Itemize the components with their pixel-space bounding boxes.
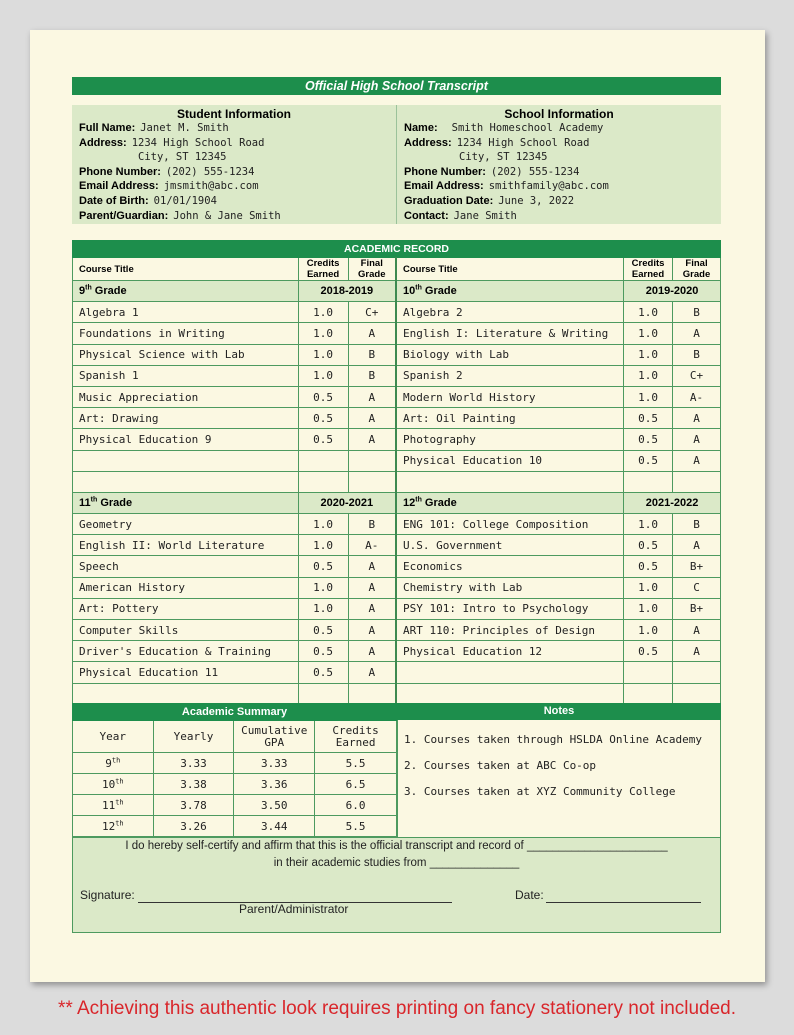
course-row	[73, 323, 721, 344]
course-title: Modern World History	[396, 386, 624, 407]
credits-earned: 1.0	[624, 514, 673, 535]
course-title: Economics	[396, 556, 624, 577]
academic-summary-table	[72, 703, 397, 837]
dob-label: Date of Birth:	[79, 194, 149, 207]
credits-earned: 1.0	[298, 323, 348, 344]
course-title	[396, 471, 624, 492]
final-grade: C	[673, 577, 721, 598]
course-row	[73, 598, 721, 619]
address-line2: City, ST 12345	[138, 151, 227, 164]
course-title	[73, 683, 299, 704]
credits-earned: 0.5	[298, 429, 348, 450]
final-grade: A	[673, 408, 721, 429]
grade-10-years: 2019-2020	[624, 281, 721, 302]
course-title: Speech	[73, 556, 299, 577]
email-value: jmsmith@abc.com	[163, 180, 259, 193]
course-title-header: Course Title	[73, 258, 299, 281]
final-grade: A	[673, 641, 721, 662]
phone-value: (202) 555-1234	[165, 165, 255, 178]
signature-label: Signature:	[80, 888, 135, 902]
transcript-title: Official High School Transcript	[72, 77, 721, 95]
academic-summary-heading: Academic Summary	[73, 704, 397, 721]
credits-earned: 1.0	[298, 577, 348, 598]
credits-earned: 1.0	[298, 598, 348, 619]
grade-11-years: 2020-2021	[298, 492, 396, 513]
final-grade: B	[673, 302, 721, 323]
final-grade: A	[348, 662, 396, 683]
course-title: Computer Skills	[73, 620, 299, 641]
credits-earned: 0.5	[624, 450, 673, 471]
credits-earned: 0.5	[298, 641, 348, 662]
summary-yearly-gpa: 3.38	[153, 774, 234, 795]
credits-earned: 1.0	[624, 365, 673, 386]
summary-year-header: Year	[73, 721, 154, 753]
graduation-label: Graduation Date:	[404, 194, 494, 207]
course-row	[73, 365, 721, 386]
final-grade: C+	[673, 365, 721, 386]
course-row	[73, 514, 721, 535]
grade-12-label: 12th Grade	[396, 492, 624, 513]
credits-earned: 1.0	[298, 344, 348, 365]
course-title	[73, 450, 299, 471]
final-grade: B	[348, 514, 396, 535]
course-title: ENG 101: College Composition	[396, 514, 624, 535]
final-grade: A	[348, 620, 396, 641]
summary-yearly-gpa: 3.26	[153, 816, 234, 837]
course-row	[73, 302, 721, 323]
final-grade	[673, 471, 721, 492]
grade-12-years: 2021-2022	[624, 492, 721, 513]
summary-credits: 6.5	[315, 774, 397, 795]
school-phone-value: (202) 555-1234	[490, 165, 580, 178]
summary-yearly-gpa: 3.33	[153, 753, 234, 774]
school-address-line1: 1234 High School Road	[456, 136, 590, 149]
course-row	[73, 577, 721, 598]
course-title: Algebra 1	[73, 302, 299, 323]
course-title: ART 110: Principles of Design	[396, 620, 624, 641]
credits-earned: 1.0	[624, 598, 673, 619]
summary-row	[73, 795, 397, 816]
academic-record-table	[72, 240, 721, 705]
final-grade	[348, 471, 396, 492]
course-row	[73, 429, 721, 450]
final-grade: A-	[348, 535, 396, 556]
credits-earned: 0.5	[298, 556, 348, 577]
contact-value: Jane Smith	[453, 209, 517, 222]
credits-earned: 1.0	[624, 323, 673, 344]
credits-earned: 1.0	[298, 535, 348, 556]
credits-earned	[298, 450, 348, 471]
student-info-panel	[72, 105, 396, 224]
date-line[interactable]	[546, 902, 701, 903]
final-grade: A	[673, 620, 721, 641]
final-grade: A	[348, 598, 396, 619]
course-title: PSY 101: Intro to Psychology	[396, 598, 624, 619]
course-title: Photography	[396, 429, 624, 450]
course-title: American History	[73, 577, 299, 598]
final-grade: B	[673, 514, 721, 535]
credits-earned: 0.5	[298, 386, 348, 407]
full-name-label: Full Name:	[79, 122, 136, 134]
grade-9-years: 2018-2019	[298, 281, 396, 302]
credits-earned: 0.5	[624, 429, 673, 450]
course-row	[73, 556, 721, 577]
final-grade: A	[348, 386, 396, 407]
course-row	[73, 535, 721, 556]
course-title: Spanish 2	[396, 365, 624, 386]
credits-earned: 0.5	[298, 662, 348, 683]
course-title: Biology with Lab	[396, 344, 624, 365]
note-item: 3. Courses taken at XYZ Community College	[404, 785, 676, 798]
summary-cumulative-gpa: 3.36	[234, 774, 315, 795]
course-row	[73, 620, 721, 641]
course-title: U.S. Government	[396, 535, 624, 556]
final-grade: A-	[673, 386, 721, 407]
credits-earned	[624, 471, 673, 492]
graduation-value: June 3, 2022	[498, 194, 575, 207]
grade-9-label: 9th Grade	[73, 281, 299, 302]
contact-label: Contact:	[404, 209, 449, 222]
final-grade: B+	[673, 556, 721, 577]
disclaimer-text: ** Achieving this authentic look requires printing on fancy stationery not included.	[57, 998, 737, 1019]
final-grade: A	[348, 641, 396, 662]
course-title: Chemistry with Lab	[396, 577, 624, 598]
credits-earned-header: Credits Earned	[624, 258, 673, 281]
summary-row	[73, 753, 397, 774]
course-title: English II: World Literature	[73, 535, 299, 556]
address-label: Address:	[79, 136, 127, 149]
credits-earned-header: Credits Earned	[298, 258, 348, 281]
course-title: Spanish 1	[73, 365, 299, 386]
final-grade: A	[673, 323, 721, 344]
school-address-line2: City, ST 12345	[459, 151, 548, 164]
course-title: Physical Science with Lab	[73, 344, 299, 365]
final-grade: A	[348, 577, 396, 598]
summary-cumulative-gpa: 3.33	[234, 753, 315, 774]
final-grade-header: Final Grade	[673, 258, 721, 281]
final-grade-header: Final Grade	[348, 258, 396, 281]
school-name-value: Smith Homeschool Academy	[451, 122, 604, 134]
final-grade: B	[348, 344, 396, 365]
summary-yearly-header: Yearly	[153, 721, 234, 753]
summary-cumulative-header: Cumulative GPA	[234, 721, 315, 753]
course-title: Foundations in Writing	[73, 323, 299, 344]
final-grade: B	[673, 344, 721, 365]
school-name-label: Name:	[404, 122, 438, 134]
course-title-header: Course Title	[396, 258, 624, 281]
course-title: Algebra 2	[396, 302, 624, 323]
credits-earned: 1.0	[624, 620, 673, 641]
course-row	[73, 450, 721, 471]
full-name-value: Janet M. Smith	[140, 122, 229, 134]
certification-line2: in their academic studies from ______________	[273, 857, 520, 869]
credits-earned: 0.5	[624, 641, 673, 662]
final-grade: C+	[348, 302, 396, 323]
final-grade: A	[348, 408, 396, 429]
course-row	[73, 344, 721, 365]
course-row	[73, 471, 721, 492]
course-title: Art: Pottery	[73, 598, 299, 619]
note-item: 1. Courses taken through HSLDA Online Academy	[404, 733, 703, 746]
final-grade: A	[673, 535, 721, 556]
course-row	[73, 386, 721, 407]
grade-header-row	[73, 492, 721, 513]
course-title: Physical Education 9	[73, 429, 299, 450]
grade-header-row	[73, 281, 721, 302]
student-info-heading: Student Information	[177, 107, 291, 121]
course-title	[396, 683, 624, 704]
summary-cumulative-gpa: 3.50	[234, 795, 315, 816]
credits-earned	[298, 683, 348, 704]
course-row	[73, 408, 721, 429]
final-grade	[673, 683, 721, 704]
course-row	[73, 641, 721, 662]
course-title	[73, 471, 299, 492]
date-label: Date:	[515, 888, 544, 902]
credits-earned: 1.0	[624, 302, 673, 323]
credits-earned: 1.0	[298, 514, 348, 535]
summary-yearly-gpa: 3.78	[153, 795, 234, 816]
course-title: Art: Oil Painting	[396, 408, 624, 429]
final-grade: A	[673, 450, 721, 471]
final-grade	[348, 450, 396, 471]
credits-earned: 0.5	[298, 620, 348, 641]
certification-panel	[72, 837, 721, 933]
summary-row	[73, 774, 397, 795]
final-grade	[348, 683, 396, 704]
signer-label: Parent/Administrator	[239, 902, 349, 916]
email-label: Email Address:	[79, 180, 159, 193]
course-title: English I: Literature & Writing	[396, 323, 624, 344]
note-item: 2. Courses taken at ABC Co-op	[404, 759, 597, 772]
address-line1: 1234 High School Road	[131, 136, 265, 149]
summary-year: 10th	[73, 774, 154, 795]
school-email-label: Email Address:	[404, 180, 484, 193]
summary-credits: 6.0	[315, 795, 397, 816]
summary-year: 12th	[73, 816, 154, 837]
summary-year: 11th	[73, 795, 154, 816]
academic-record-heading: ACADEMIC RECORD	[73, 241, 721, 258]
school-email-value: smithfamily@abc.com	[488, 180, 609, 193]
school-info-panel	[397, 105, 721, 224]
final-grade: A	[348, 323, 396, 344]
course-row	[73, 662, 721, 683]
summary-credits-header: Credits Earned	[315, 721, 397, 753]
course-title: Geometry	[73, 514, 299, 535]
credits-earned: 0.5	[624, 535, 673, 556]
parent-label: Parent/Guardian:	[79, 209, 169, 222]
summary-year: 9th	[73, 753, 154, 774]
credits-earned: 1.0	[624, 386, 673, 407]
course-row	[73, 683, 721, 704]
certification-line1: I do hereby self-certify and affirm that this is the official transcript and record of ______________________	[125, 840, 668, 852]
credits-earned: 1.0	[624, 344, 673, 365]
school-info-heading: School Information	[504, 107, 614, 121]
credits-earned: 1.0	[624, 577, 673, 598]
course-title: Physical Education 11	[73, 662, 299, 683]
credits-earned	[624, 683, 673, 704]
school-address-label: Address:	[404, 136, 452, 149]
course-title: Art: Drawing	[73, 408, 299, 429]
course-title: Physical Education 12	[396, 641, 624, 662]
grade-11-label: 11th Grade	[73, 492, 299, 513]
summary-credits: 5.5	[315, 753, 397, 774]
dob-value: 01/01/1904	[153, 194, 217, 207]
final-grade: A	[673, 429, 721, 450]
course-title	[396, 662, 624, 683]
final-grade: B+	[673, 598, 721, 619]
parent-value: John & Jane Smith	[173, 209, 281, 222]
credits-earned	[624, 662, 673, 683]
academic-column-headers	[73, 258, 721, 281]
summary-cumulative-gpa: 3.44	[234, 816, 315, 837]
credits-earned: 0.5	[298, 408, 348, 429]
final-grade	[673, 662, 721, 683]
notes-heading: Notes	[397, 703, 721, 720]
phone-label: Phone Number:	[79, 165, 161, 178]
school-phone-label: Phone Number:	[404, 165, 486, 178]
course-title: Music Appreciation	[73, 386, 299, 407]
credits-earned: 0.5	[624, 556, 673, 577]
credits-earned: 0.5	[624, 408, 673, 429]
final-grade: A	[348, 429, 396, 450]
final-grade: B	[348, 365, 396, 386]
grade-10-label: 10th Grade	[396, 281, 624, 302]
notes-panel	[397, 720, 721, 837]
credits-earned	[298, 471, 348, 492]
credits-earned: 1.0	[298, 302, 348, 323]
summary-row	[73, 816, 397, 837]
course-title: Driver's Education & Training	[73, 641, 299, 662]
summary-credits: 5.5	[315, 816, 397, 837]
credits-earned: 1.0	[298, 365, 348, 386]
final-grade: A	[348, 556, 396, 577]
course-title: Physical Education 10	[396, 450, 624, 471]
